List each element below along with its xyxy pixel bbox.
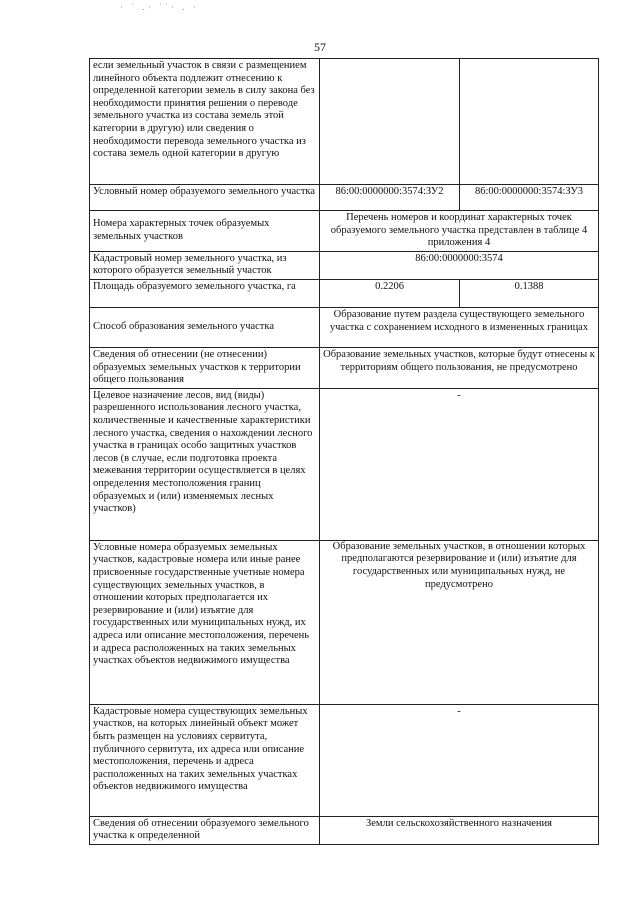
row-label: Кадастровые номера существующих земельных участков, на которых линейный объект может быть размещен на условиях сервитута, публичного сервитута, их адреса или описание местоположения, перечень и адреса расположенных на таких земельных участках объектов недвижимого имущества (90, 704, 320, 816)
row-label: Кадастровый номер земельного участка, из которого образуется земельный участок (90, 251, 320, 279)
source-cadastral-number: 86:00:0000000:3574 (320, 251, 599, 279)
row-label: Площадь образуемого земельного участка, га (90, 279, 320, 307)
row-label: Условные номера образуемых земельных участков, кадастровые номера или иные ранее присвоенные государственные учетные номера существующих земельных участков, в отношении которых предполагается их резервирование и (или) изъятие для государственных или муниципальных нужд, их адреса или описание местоположения, перечень и адреса расположенных на таких земельных участках объектов недвижимого имущества (90, 540, 320, 704)
area-value-zu3: 0.1388 (460, 279, 599, 307)
row-label: Способ образования земельного участка (90, 307, 320, 347)
row-label: Номера характерных точек образуемых земельных участков (90, 211, 320, 252)
area-value-zu2: 0.2206 (320, 279, 460, 307)
reservation-value: Образование земельных участков, в отношении которых предполагаются резервирование и (или) изъятие для государственных или муниципальных нужд, не предусмотрено (320, 540, 599, 704)
forest-purpose-value: - (320, 388, 599, 540)
boundary-points-value: Перечень номеров и координат характерных точек образуемого земельного участка представлен в таблице 4 приложения 4 (320, 211, 599, 252)
row-label: Целевое назначение лесов, вид (виды) разрешенного использования лесного участка, количественные и качественные характеристики лесного участка, сведения о нахождении лесного участка в границах особо защитных участков лесов (в случае, если подготовка проекта межевания территории осуществляется в целях определения местоположения границ образуемых и (или) изменяемых лесных участков) (90, 388, 320, 540)
table-row (90, 211, 599, 252)
table-row (90, 816, 599, 844)
scan-artifact: · ˙ .· ˙˙· . · (120, 2, 199, 12)
page-number: 57 (314, 40, 326, 54)
table-row (90, 704, 599, 816)
table-row (90, 388, 599, 540)
row-label: Сведения об отнесении образуемого земельного участка к определенной (90, 816, 320, 844)
public-use-value: Образование земельных участков, которые будут отнесены к территориям общего пользования, не предусмотрено (320, 347, 599, 388)
empty-cell (320, 59, 460, 185)
table-row (90, 540, 599, 704)
row-label: Сведения об отнесении (не отнесении) образуемых земельных участков к территории общего пользования (90, 347, 320, 388)
table-row (90, 347, 599, 388)
table-row (90, 307, 599, 347)
table-row (90, 59, 599, 185)
formation-method-value: Образование путем раздела существующего земельного участка с сохранением исходного в измененных границах (320, 307, 599, 347)
land-category-value: Земли сельскохозяйственного назначения (320, 816, 599, 844)
table-row (90, 279, 599, 307)
row-label: если земельный участок в связи с размещением линейного объекта подлежит отнесению к определенной категории земель в силу закона без необходимости принятия решения о переводе земельного участка из состава земель этой категории в другую) или сведения о необходимости перевода земельного участка из состава земель одной категории в другую (90, 59, 320, 185)
land-plot-table (89, 58, 599, 845)
servitude-value: - (320, 704, 599, 816)
empty-cell (460, 59, 599, 185)
table-row (90, 185, 599, 211)
table-row (90, 251, 599, 279)
conditional-number-zu3: 86:00:0000000:3574:ЗУ3 (460, 185, 599, 211)
conditional-number-zu2: 86:00:0000000:3574:ЗУ2 (320, 185, 460, 211)
row-label: Условный номер образуемого земельного участка (90, 185, 320, 211)
